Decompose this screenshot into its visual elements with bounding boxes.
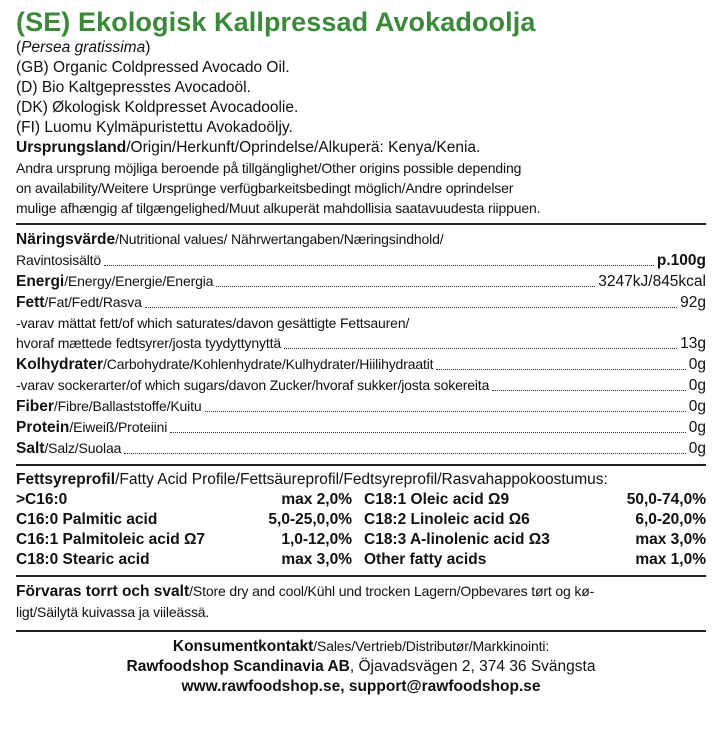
fa-name: C18:3 A-linolenic acid Ω3 <box>364 531 550 548</box>
fa-name: C16:0 Palmitic acid <box>16 511 158 528</box>
nutrition-header-row <box>16 250 706 271</box>
nutrient-value: 0g <box>688 377 706 394</box>
nutrient-label: Salt <box>16 440 45 457</box>
origin-text: /Origin/Herkunft/Oprindelse/Alkuperä: Kenya/Kenia. <box>126 139 481 156</box>
name-de: (D) Bio Kaltgepresstes Avocadoöl. <box>16 79 251 96</box>
origin-line <box>16 138 706 158</box>
nutrient-label: Fiber <box>16 398 54 415</box>
divider <box>16 575 706 577</box>
dot-leader <box>436 369 685 370</box>
contact-text: /Sales/Vertrieb/Distributør/Markkinointi: <box>313 638 550 654</box>
nutrient-value: 0g <box>688 356 706 373</box>
nutrient-value: 0g <box>688 419 706 436</box>
dot-leader <box>492 390 686 391</box>
nutrition-per-100g: p.100g <box>656 252 706 269</box>
fa-value: 1,0-12,0% <box>281 531 352 548</box>
storage-line1 <box>16 581 706 602</box>
nutrient-text: /Carbohydrate/Kohlenhydrate/Kulhydrater/Hiilihydraatit <box>103 356 434 372</box>
saturates-line2: hvoraf mættede fedtsyrer/josta tyydyttynyttä <box>16 335 281 351</box>
fatty-acid-table <box>16 490 706 570</box>
saturates-line1: -varav mättat fett/of which saturates/davon gesättigte Fettsauren/ <box>16 315 410 331</box>
company-address: , Öjavadsvägen 2, 374 36 Svängsta <box>349 658 596 675</box>
fatty-acid-label: Fettsyreprofil <box>16 471 116 488</box>
storage-line2: ligt/Säilytä kuivassa ja viileässä. <box>16 604 210 620</box>
fa-name: C18:2 Linoleic acid Ω6 <box>364 511 530 528</box>
nutrition-row-carbs <box>16 354 706 375</box>
nutrient-text: /Eiweiß/Proteiini <box>69 419 168 435</box>
name-fi: (FI) Luomu Kylmäpuristettu Avokadoöljy. <box>16 119 293 136</box>
origin-note-3: mulige afhængig af tilgængelighed/Muut alkuperät mahdollisia saatavuudesta riippuen. <box>16 200 541 216</box>
fa-value: 50,0-74,0% <box>626 491 706 508</box>
nutrition-row-fiber <box>16 396 706 417</box>
nutrient-text: /Energy/Energie/Energia <box>64 273 214 289</box>
nutrition-row-sugars <box>16 375 706 396</box>
dot-leader <box>216 286 595 287</box>
fa-value: max 2,0% <box>281 491 352 508</box>
dot-leader <box>284 348 677 349</box>
dot-leader <box>145 307 677 308</box>
contact-web-email: www.rawfoodshop.se, support@rawfoodshop.se <box>181 678 541 695</box>
nutrient-text: /Fat/Fedt/Rasva <box>44 294 142 310</box>
name-dk: (DK) Økologisk Koldpresset Avocadoolie. <box>16 99 299 116</box>
nutrient-value: 13g <box>680 335 706 352</box>
dot-leader <box>205 411 686 412</box>
nutrient-value: 3247kJ/845kcal <box>598 273 706 290</box>
latin-name: (Persea gratissima) <box>16 39 151 56</box>
latin-name-italic: Persea gratissima <box>21 39 146 56</box>
fatty-acid-header <box>16 470 706 490</box>
company-name: Rawfoodshop Scandinavia AB <box>126 658 350 675</box>
storage-text: /Store dry and cool/Kühl und trocken Lagern/Opbevares tørt og kø- <box>189 583 595 599</box>
nutrition-label: Näringsvärde <box>16 231 116 248</box>
fa-name: C18:1 Oleic acid Ω9 <box>364 491 510 508</box>
nutrition-header-text: /Nutritional values/ Nährwertangaben/Næringsindhold/ <box>115 231 444 247</box>
dot-leader <box>124 453 686 454</box>
fa-name: C16:1 Palmitoleic acid Ω7 <box>16 531 206 548</box>
name-gb: (GB) Organic Coldpressed Avocado Oil. <box>16 59 290 76</box>
nutrition-row-fat <box>16 292 706 313</box>
fa-value: 5,0-25,0,0% <box>268 511 352 528</box>
contact-line1 <box>16 636 706 657</box>
nutrient-value: 0g <box>688 440 706 457</box>
fa-value: 6,0-20,0% <box>635 511 706 528</box>
nutrition-row-protein <box>16 417 706 438</box>
dot-leader <box>104 265 654 266</box>
nutrition-row-salt <box>16 438 706 459</box>
nutrient-label: Kolhydrater <box>16 356 103 373</box>
storage-label: Förvaras torrt och svalt <box>16 583 190 600</box>
divider <box>16 464 706 466</box>
fa-value: max 1,0% <box>635 551 706 568</box>
fa-value: max 3,0% <box>635 531 706 548</box>
fa-name: C18:0 Stearic acid <box>16 551 150 568</box>
contact-line2 <box>16 657 706 677</box>
nutrient-text: /Fibre/Ballaststoffe/Kuitu <box>53 398 202 414</box>
nutrient-text: /Salz/Suolaa <box>44 440 122 456</box>
nutrient-label: Protein <box>16 419 70 436</box>
nutrition-header <box>16 229 706 250</box>
divider <box>16 223 706 225</box>
nutrition-header-line2: Ravintosisältö <box>16 252 102 268</box>
product-label <box>16 6 706 697</box>
product-title: (SE) Ekologisk Kallpressad Avokadoolja <box>16 7 536 37</box>
origin-note-1: Andra ursprung möjliga beroende på tillgänglighet/Other origins possible depending <box>16 160 522 176</box>
fatty-acid-text: /Fatty Acid Profile/Fettsäureprofil/Fedtsyreprofil/Rasvahappokoostumus: <box>115 471 608 488</box>
contact-label: Konsumentkontakt <box>172 638 314 655</box>
dot-leader <box>170 432 686 433</box>
nutrient-value: 0g <box>688 398 706 415</box>
nutrition-row-energy <box>16 271 706 292</box>
fa-name: Other fatty acids <box>364 551 487 568</box>
nutrient-label: Fett <box>16 294 45 311</box>
fa-name: >C16:0 <box>16 491 68 508</box>
origin-label: Ursprungsland <box>16 139 127 156</box>
nutrient-text: -varav sockerarter/of which sugars/davon Zucker/hvoraf sukker/josta sokereita <box>16 377 490 393</box>
nutrition-row-saturates <box>16 333 706 354</box>
nutrient-label: Energi <box>16 273 65 290</box>
nutrient-value: 92g <box>680 294 706 311</box>
fa-value: max 3,0% <box>281 551 352 568</box>
origin-note-2: on availability/Weitere Ursprünge verfügbarkeitsbedingt möglich/Andre oprindelser <box>16 180 514 196</box>
divider <box>16 630 706 632</box>
